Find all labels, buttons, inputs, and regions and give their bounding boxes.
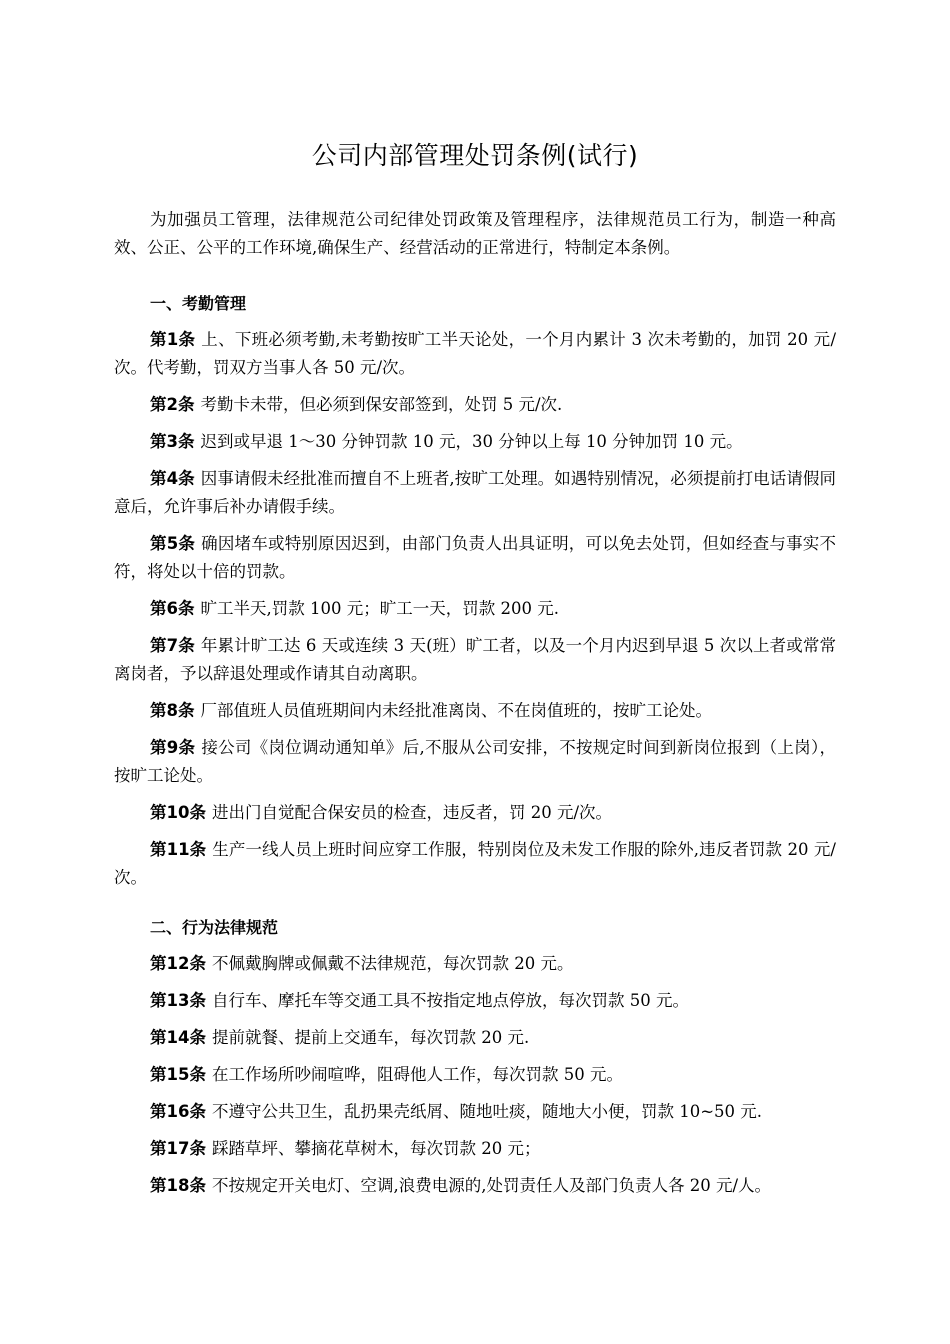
article-number: 第10条 (150, 803, 206, 822)
article-text: 不按规定开关电灯、空调,浪费电源的,处罚责任人及部门负责人各 20 元/人。 (211, 1176, 772, 1195)
article-item (114, 836, 836, 892)
article-text: 在工作场所吵闹喧哗，阻碍他人工作，每次罚款 50 元。 (211, 1065, 623, 1084)
article-text: 迟到或早退 1～30 分钟罚款 10 元，30 分钟以上每 10 分钟加罚 10 元。 (200, 432, 743, 451)
article-item (114, 530, 836, 586)
document-title: 公司内部管理处罚条例(试行) (311, 141, 639, 170)
intro-paragraph: 为加强员工管理，法律规范公司纪律处罚政策及管理程序，法律规范员工行为，制造一种高效、公正、公平的工作环境,确保生产、经营活动的正常进行，特制定本条例。 (114, 210, 836, 257)
article-number: 第5条 (150, 534, 196, 553)
article-item (114, 391, 836, 419)
article-number: 第11条 (150, 840, 207, 859)
article-text: 提前就餐、提前上交通车，每次罚款 20 元. (211, 1028, 530, 1047)
article-item (114, 326, 836, 382)
section-2 (114, 914, 836, 1200)
article-number: 第17条 (150, 1139, 206, 1158)
article-number: 第13条 (150, 991, 206, 1010)
article-text: 确因堵车或特别原因迟到，由部门负责人出具证明，可以免去处罚，但如经查与事实不符，将处以十倍的罚款。 (114, 534, 837, 581)
article-item (114, 595, 836, 623)
article-item (114, 428, 836, 456)
article-number: 第16条 (150, 1102, 206, 1121)
section-heading: 一、考勤管理 (150, 294, 247, 313)
article-text: 考勤卡未带，但必须到保安部签到，处罚 5 元/次. (200, 395, 563, 414)
article-text: 年累计旷工达 6 天或连续 3 天(班）旷工者，以及一个月内迟到早退 5 次以上者或常常离岗者，予以辞退处理或作请其自动离职。 (114, 636, 836, 683)
article-number: 第2条 (150, 395, 195, 414)
article-number: 第14条 (150, 1028, 206, 1047)
article-text: 进出门自觉配合保安员的检查，违反者，罚 20 元/次。 (211, 803, 613, 822)
article-text: 生产一线人员上班时间应穿工作服，特别岗位及未发工作服的除外,违反者罚款 20 元/次。 (114, 840, 836, 887)
article-text: 自行车、摩托车等交通工具不按指定地点停放，每次罚款 50 元。 (211, 991, 689, 1010)
article-number: 第1条 (150, 330, 196, 349)
sections-container (114, 290, 836, 1200)
article-text: 厂部值班人员值班期间内未经批准离岗、不在岗值班的，按旷工论处。 (200, 701, 712, 720)
article-text: 旷工半天,罚款 100 元；旷工一天，罚款 200 元. (200, 599, 559, 618)
article-text: 不佩戴胸牌或佩戴不法律规范，每次罚款 20 元。 (211, 954, 574, 973)
article-text: 接公司《岗位调动通知单》后,不服从公司安排，不按规定时间到新岗位报到（上岗），按旷工论处。 (114, 738, 836, 785)
article-text: 不遵守公共卫生，乱扔果壳纸屑、随地吐痰，随地大小便，罚款 10~50 元. (211, 1102, 763, 1121)
article-text: 因事请假未经批准而擅自不上班者,按旷工处理。如遇特别情况，必须提前打电话请假同意后，允许事后补办请假手续。 (114, 469, 837, 516)
article-number: 第3条 (150, 432, 195, 451)
article-number: 第7条 (150, 636, 195, 655)
article-number: 第18条 (150, 1176, 206, 1195)
article-item (114, 734, 836, 790)
article-item (114, 799, 836, 827)
article-item (114, 1172, 836, 1200)
article-item (114, 1061, 836, 1089)
article-item (114, 1098, 836, 1126)
section-1 (114, 290, 836, 892)
article-item (114, 697, 836, 725)
article-number: 第6条 (150, 599, 195, 618)
article-number: 第9条 (150, 738, 196, 757)
article-item (114, 950, 836, 978)
article-number: 第12条 (150, 954, 206, 973)
article-item (114, 1024, 836, 1052)
article-item (114, 465, 836, 521)
article-number: 第15条 (150, 1065, 206, 1084)
article-item (114, 1135, 836, 1163)
article-text: 上、下班必须考勤,未考勤按旷工半天论处，一个月内累计 3 次未考勤的，加罚 20 元/次。代考勤，罚双方当事人各 50 元/次。 (114, 330, 837, 377)
article-number: 第8条 (150, 701, 195, 720)
article-item (114, 632, 836, 688)
document-page (114, 138, 836, 1222)
article-text: 踩踏草坪、攀摘花草树木，每次罚款 20 元； (211, 1139, 541, 1158)
section-heading: 二、行为法律规范 (150, 918, 279, 937)
article-item (114, 987, 836, 1015)
article-number: 第4条 (150, 469, 195, 488)
